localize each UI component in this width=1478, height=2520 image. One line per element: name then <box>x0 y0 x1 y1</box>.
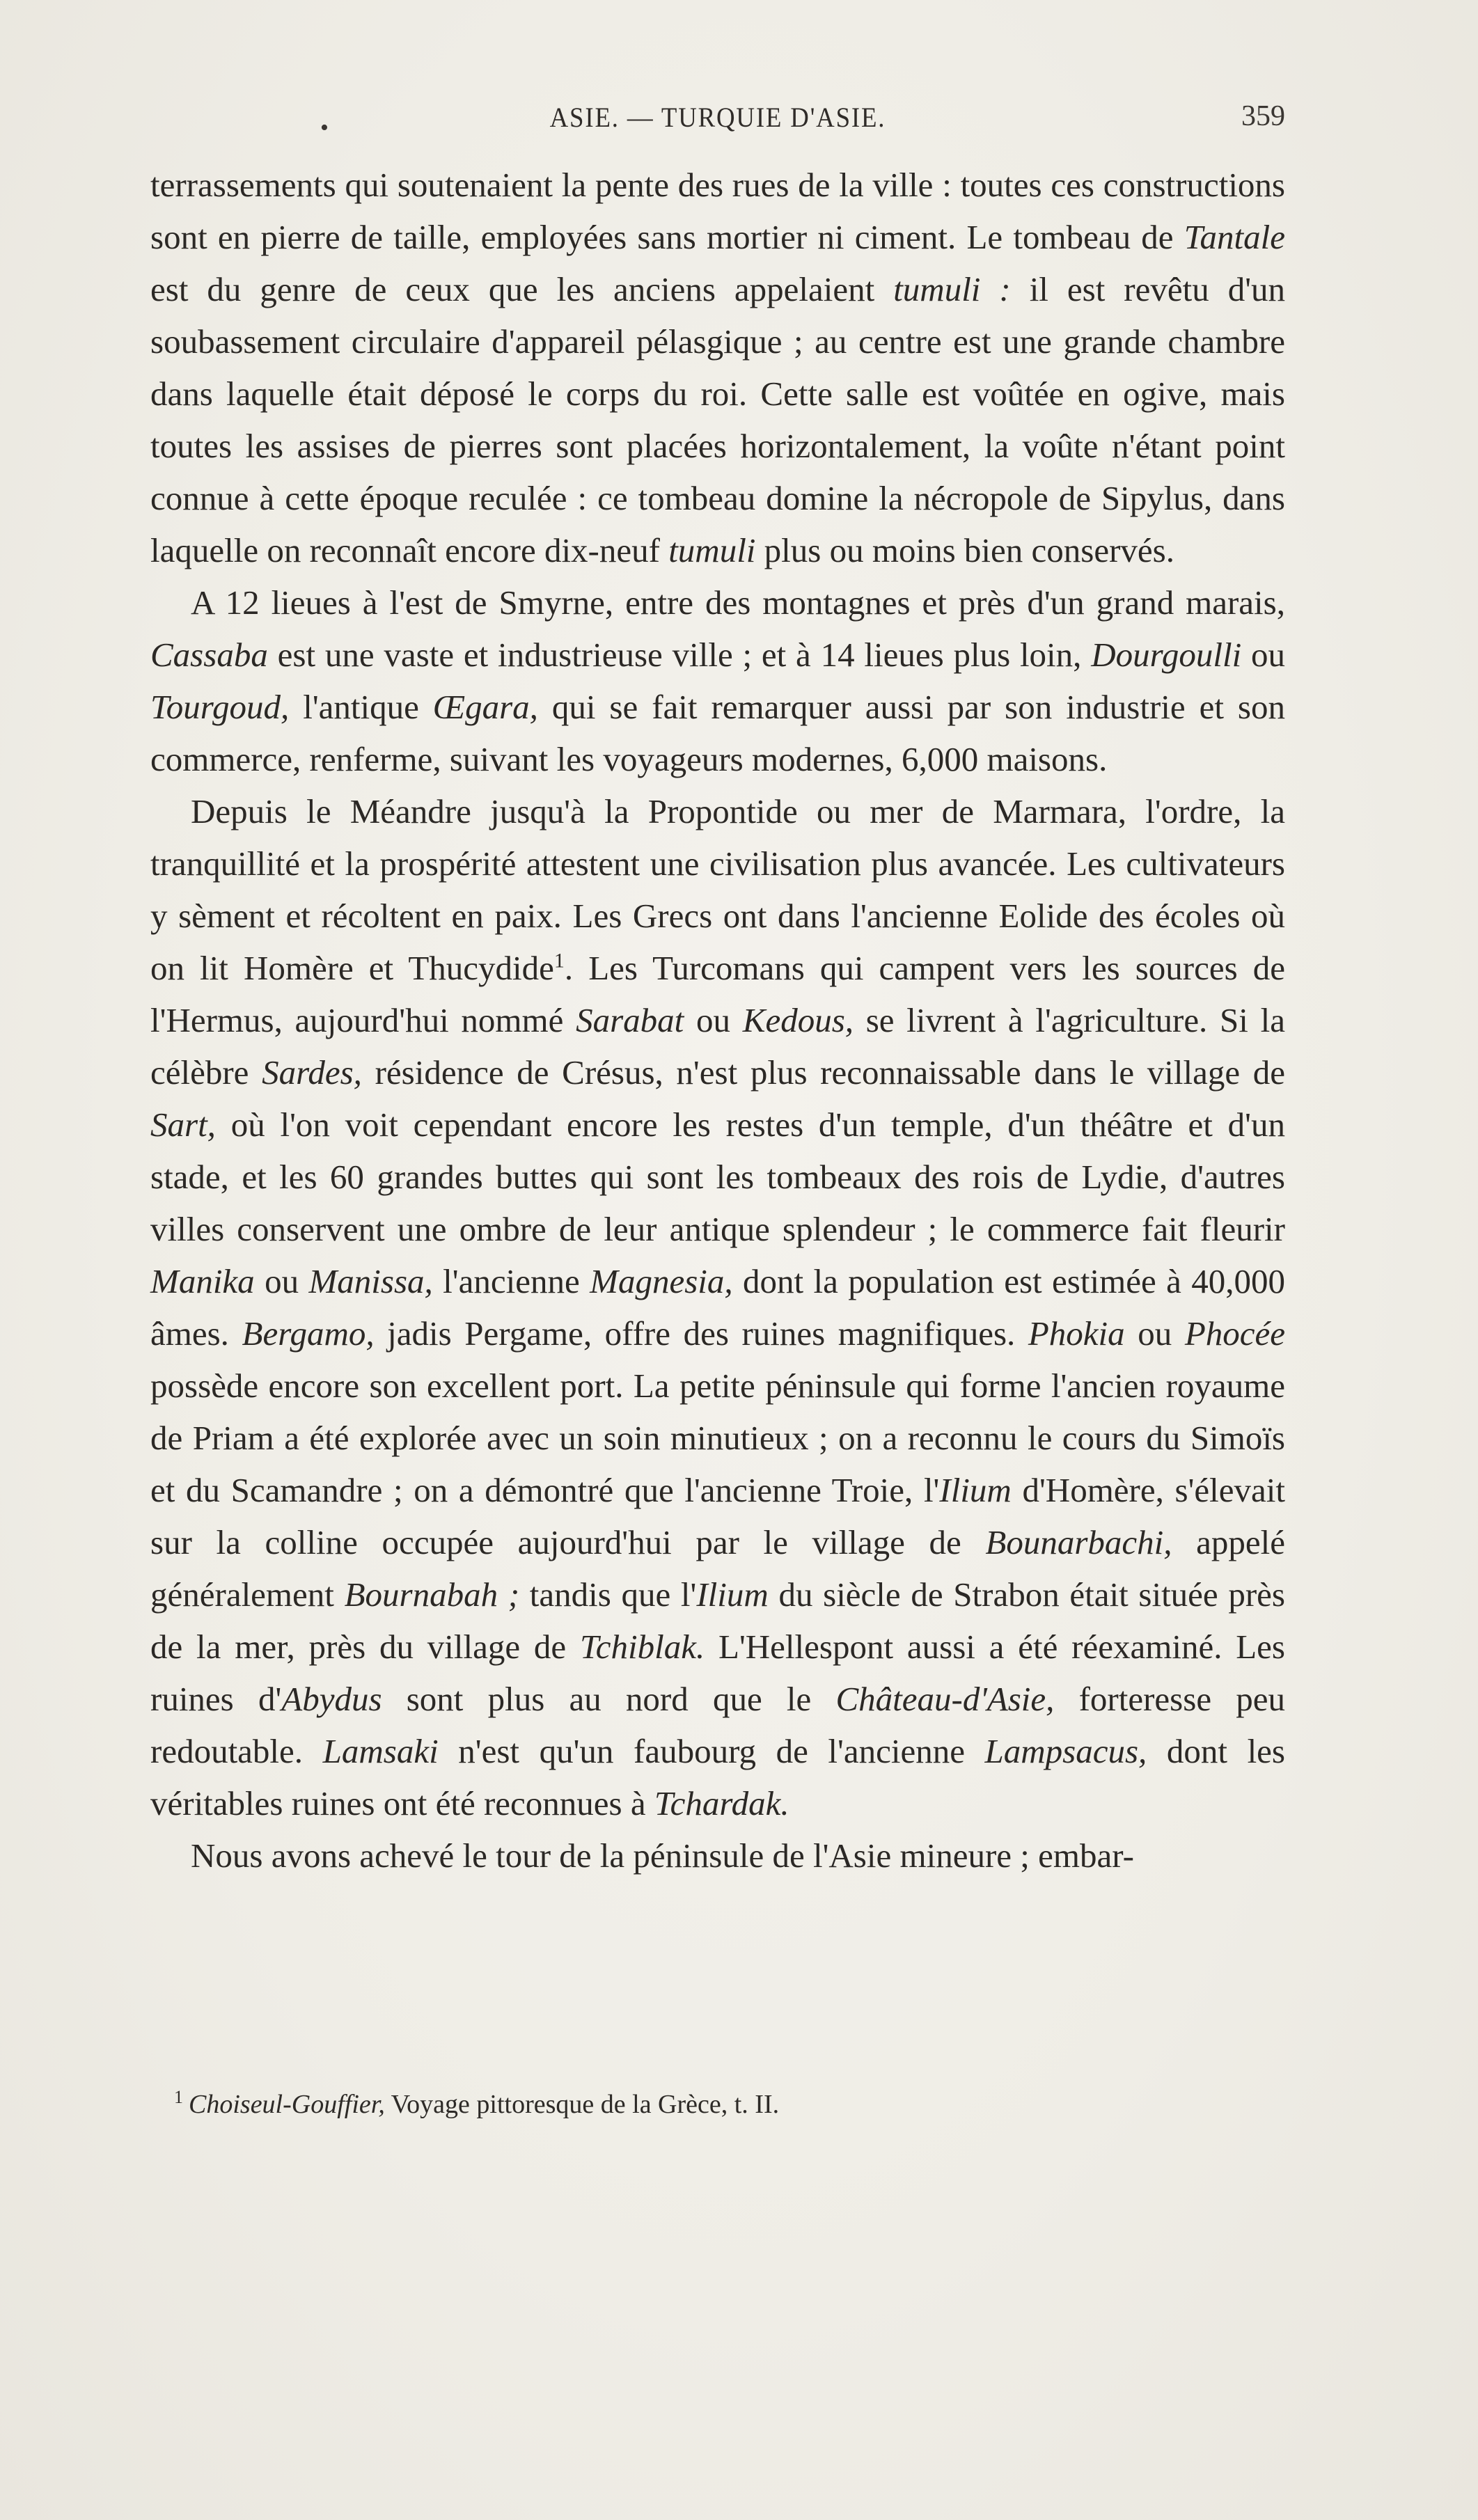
text-run: possède encore son excellent port. La petite péninsule qui forme l'ancien royaume de Priam a été explorée avec un soin minutieux ; on a reconnu le cours du Simoïs et du Scamandre ; on a démontré que l'ancienne Troie, l' <box>150 1367 1285 1509</box>
italic-term: Ilium <box>939 1471 1012 1509</box>
italic-term: Bounarbachi, <box>985 1523 1172 1561</box>
body-text <box>150 159 1285 1882</box>
footnote-reference: 1 <box>553 949 565 972</box>
text-run: il est revêtu d'un soubassement circulaire d'appareil pélasgique ; au centre est une grande chambre dans laquelle était déposé le corps du roi. Cette salle est voûtée en ogive, mais toutes les assises de pierres sont placées horizontalement, la voûte n'étant point connue à cette époque reculée : ce tombeau domine la nécropole de Sipylus, dans laquelle on reconnaît encore dix-neuf <box>150 270 1286 569</box>
text-run: dont la population est estimée à 40,000 âmes. <box>150 1262 1285 1353</box>
italic-term: Cassaba <box>150 636 268 674</box>
italic-term: tumuli <box>668 531 756 569</box>
italic-term: Kedous, <box>742 1001 854 1039</box>
text-run: ou <box>1241 636 1285 674</box>
text-run: terrassements qui soutenaient la pente des rues de la ville : toutes ces constructions sont en pierre de taille, employées sans mortier ni ciment. Le tombeau de <box>150 166 1285 256</box>
text-run: est du genre de ceux que les anciens appelaient <box>150 270 894 308</box>
text-run: qui se fait remarquer aussi par son industrie et son commerce, renferme, suivant les voyageurs modernes, 6,000 maisons. <box>150 688 1286 778</box>
italic-term: Manika <box>150 1262 255 1300</box>
italic-term: Dourgoulli <box>1091 636 1242 674</box>
running-head: ASIE. — TURQUIE D'ASIE. <box>549 102 886 133</box>
italic-term: Sardes, <box>262 1053 362 1092</box>
italic-term: Ilium <box>696 1575 769 1614</box>
paragraph <box>150 1829 1285 1882</box>
footnote-author: Choiseul-Gouffier, <box>189 2090 385 2119</box>
italic-term: Bergamo, <box>242 1314 375 1353</box>
footnote-mark: 1 <box>174 2087 183 2108</box>
italic-term: Tchardak. <box>654 1784 789 1822</box>
italic-term: Sarabat <box>576 1001 684 1039</box>
italic-term: Sart, <box>150 1105 216 1144</box>
italic-term: Phocée <box>1184 1314 1286 1353</box>
page-number: 359 <box>1241 100 1285 132</box>
text-run: tandis que l' <box>519 1575 697 1614</box>
italic-term: Abydus <box>281 1680 382 1718</box>
paragraph <box>150 159 1285 576</box>
italic-term: Œgara, <box>432 688 538 726</box>
text-run: ou <box>254 1262 309 1300</box>
text-run: L'Hellespont aussi a été réexaminé. Les ruines d' <box>150 1628 1285 1718</box>
italic-term: Manissa, <box>308 1262 433 1300</box>
text-run: forteresse peu redoutable. <box>150 1680 1286 1770</box>
italic-term: Bournabah ; <box>344 1575 520 1614</box>
text-run: A 12 lieues à l'est de Smyrne, entre des montagnes et près d'un grand marais, <box>191 583 1285 622</box>
text-run: ou <box>684 1001 743 1039</box>
footnote-text: Voyage pittoresque de la Grèce, t. II. <box>384 2090 780 2119</box>
italic-term: tumuli : <box>893 270 1011 308</box>
paragraph <box>150 576 1285 785</box>
header-dot: • <box>320 115 329 141</box>
text-run: d'Homère, s'élevait sur la colline occupée aujourd'hui par le village de <box>150 1471 1285 1561</box>
text-run: . Les Turcomans qui campent vers les sources de l'Hermus, aujourd'hui nommé <box>150 949 1285 1039</box>
text-run: résidence de Crésus, n'est plus reconnaissable dans le village de <box>361 1053 1285 1092</box>
text-run: ou <box>1124 1314 1185 1353</box>
footnote <box>174 2087 1288 2122</box>
text-run: appelé généralement <box>150 1523 1286 1614</box>
text-run: se livrent à l'agriculture. Si la célèbre <box>150 1001 1285 1092</box>
text-run: l'antique <box>289 688 433 726</box>
text-run: où l'on voit cependant encore les restes d'un temple, d'un théâtre et d'un stade, et les 60 grandes buttes qui sont les tombeaux des rois de Lydie, d'autres villes conservent une ombre de leur antique splendeur ; le commerce fait fleurir <box>150 1105 1285 1248</box>
text-run: jadis Pergame, offre des ruines magnifiques. <box>374 1314 1028 1353</box>
text-run: Depuis le Méandre jusqu'à la Propontide ou mer de Marmara, l'ordre, la tranquillité et la prospérité attestent une civilisation plus avancée. Les cultivateurs y sèment et récoltent en paix. Les Grecs ont dans l'ancienne Eolide des écoles où on lit Homère et Thucydide <box>150 792 1285 987</box>
text-run: sont plus au nord que le <box>382 1680 836 1718</box>
text-run: Nous avons achevé le tour de la péninsule de l'Asie mineure ; embar- <box>191 1836 1134 1875</box>
text-run: dont les véritables ruines ont été reconnues à <box>150 1732 1286 1822</box>
italic-term: Lampsacus, <box>984 1732 1147 1770</box>
page-header <box>150 101 1285 143</box>
italic-term: Lamsaki <box>322 1732 439 1770</box>
paragraph <box>150 785 1285 1829</box>
italic-term: Tantale <box>1184 218 1285 256</box>
text-run: est une vaste et industrieuse ville ; et à 14 lieues plus loin, <box>267 636 1092 674</box>
italic-term: Tourgoud, <box>150 688 290 726</box>
text-run: plus ou moins bien conservés. <box>755 531 1174 569</box>
text-run: n'est qu'un faubourg de l'ancienne <box>438 1732 985 1770</box>
text-run: du siècle de Strabon était située près de la mer, près du village de <box>150 1575 1285 1666</box>
italic-term: Phokia <box>1028 1314 1125 1353</box>
text-run: l'ancienne <box>432 1262 590 1300</box>
italic-term: Magnesia, <box>590 1262 733 1300</box>
italic-term: Château-d'Asie, <box>835 1680 1055 1718</box>
italic-term: Tchiblak. <box>579 1628 705 1666</box>
